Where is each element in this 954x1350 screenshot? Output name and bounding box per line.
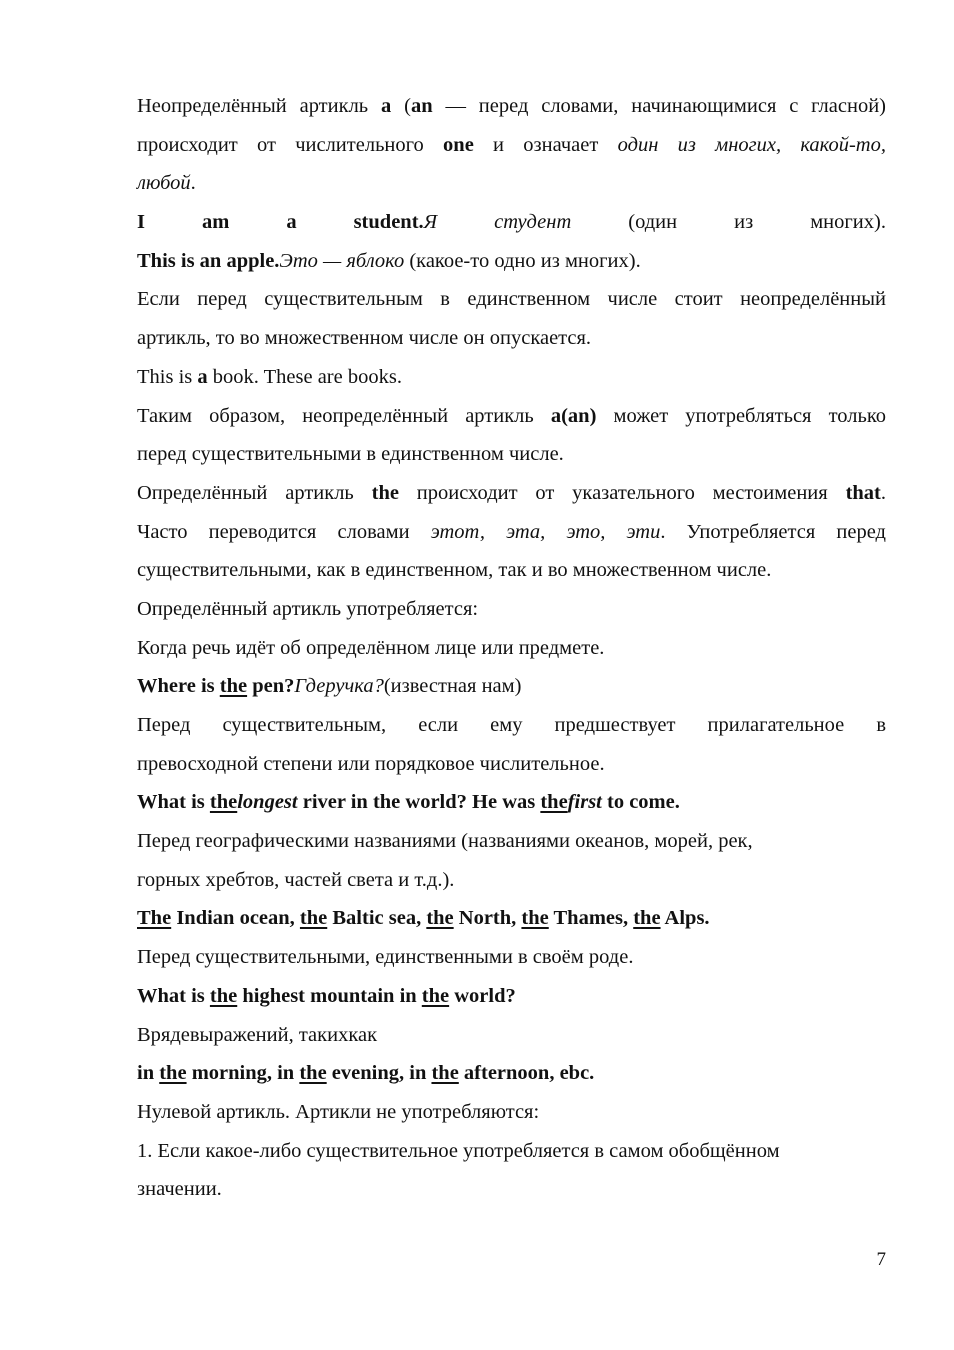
text-run: значении. [137, 1178, 222, 1201]
text-run: longest [237, 791, 298, 814]
text-run: этот, эта, это, эти [430, 520, 661, 543]
text-line [137, 667, 886, 706]
text-run: (известная нам) [383, 675, 522, 698]
text-run: Гдеручка? [294, 675, 384, 698]
page-body-text [137, 87, 886, 1209]
text-run: Я студент [423, 211, 572, 234]
text-run: Если перед существительным в единственном числе стоит неопределённый [137, 288, 886, 311]
text-line [137, 474, 886, 513]
text-run: an [410, 95, 433, 117]
text-run: book. These are books. [207, 365, 402, 388]
text-run: to come. [601, 791, 680, 814]
text-run: (один из многих). [571, 211, 886, 234]
underlined-article: the [633, 907, 661, 930]
text-run: world? [449, 984, 516, 1007]
underlined-article: The [137, 907, 172, 930]
text-line [137, 822, 886, 861]
text-run: артикль, то во множественном числе он опускается. [137, 327, 592, 350]
underlined-article: the [209, 984, 238, 1007]
text-line [137, 358, 886, 397]
text-line [137, 706, 886, 745]
text-run: one [443, 133, 474, 156]
underlined-article: the [421, 984, 450, 1007]
text-run: любой [137, 172, 191, 195]
text-run: I am a student. [137, 211, 424, 234]
text-line [137, 435, 886, 474]
text-run: и означает [473, 133, 618, 156]
page-number: 7 [876, 1249, 886, 1270]
underlined-article: the [299, 1062, 327, 1085]
text-run: morning, in [186, 1062, 300, 1085]
text-run: Нулевой артикль. Артикли не употребляются: [137, 1100, 540, 1123]
text-run: afternoon, ebc. [458, 1062, 595, 1085]
text-run: river in the world? He was [297, 791, 541, 814]
underlined-article: the [431, 1062, 459, 1085]
text-run: Определённый артикль [137, 481, 372, 504]
text-line [137, 1093, 886, 1132]
text-line [137, 899, 886, 938]
text-run: Indian ocean, [171, 907, 300, 930]
text-run: Часто переводится словами [137, 520, 431, 543]
text-run: может употребляться только [596, 404, 886, 427]
text-run: a(an) [550, 404, 597, 427]
text-line [137, 319, 886, 358]
text-run: — перед словами, начинающимися с гласной) [432, 95, 886, 117]
text-run: Перед географическими названиями (названиями океанов, морей, рек, [137, 830, 753, 853]
text-run: pen? [247, 675, 295, 698]
text-run: один из многих, какой-то, [617, 133, 886, 156]
text-run: Определённый артикль употребляется: [137, 597, 479, 620]
text-run: Baltic sea, [327, 907, 427, 930]
text-run: in [137, 1062, 160, 1085]
text-line [137, 745, 886, 784]
text-run: This is an apple. [137, 249, 280, 272]
underlined-article: the [426, 907, 454, 930]
text-run: Where is [137, 675, 220, 698]
text-run: Таким образом, неопределённый артикль [137, 404, 551, 427]
text-run: Перед существительным, если ему предшествует прилагательное в [137, 714, 886, 736]
underlined-article: the [540, 791, 568, 814]
text-run: North, [453, 907, 522, 930]
text-run: This is [137, 365, 198, 388]
text-run: происходит от указательного местоимения [398, 481, 846, 504]
text-line [137, 783, 886, 822]
text-line [137, 1054, 886, 1093]
text-run: перед существительными в единственном числе. [137, 443, 564, 466]
text-run: превосходной степени или порядковое числительное. [137, 752, 605, 775]
text-run: Врядевыражений, такихкак [137, 1023, 378, 1046]
text-line [137, 242, 886, 281]
text-run: (какое-то одно из многих). [404, 249, 641, 272]
text-line [137, 397, 886, 436]
text-run: Thames, [548, 907, 634, 930]
text-line [137, 1016, 886, 1055]
text-run: происходит от числительного [137, 133, 444, 156]
text-line [137, 551, 886, 590]
text-run: Это — яблоко [279, 249, 405, 272]
text-run: ( [391, 95, 411, 117]
text-line [137, 938, 886, 977]
text-run: . Употребляется перед [660, 520, 886, 543]
text-run: существительными, как в единственном, так и во множественном числе. [137, 559, 772, 582]
text-run: Когда речь идёт об определённом лице или предмете. [137, 636, 605, 659]
text-line [137, 629, 886, 668]
text-run: 1. Если какое-либо существительное употребляется в самом обобщённом [137, 1139, 780, 1162]
underlined-article: the [521, 907, 549, 930]
text-run: What is [137, 791, 210, 814]
text-run: first [567, 791, 602, 814]
text-line [137, 87, 886, 126]
text-run: highest mountain in [237, 984, 422, 1007]
text-line [137, 164, 886, 203]
text-run: evening, in [326, 1062, 432, 1085]
text-run: Alps. [660, 907, 710, 930]
text-run: Перед существительными, единственными в своём роде. [137, 946, 634, 969]
text-line [137, 1170, 886, 1209]
text-line [137, 1132, 886, 1171]
text-run: . [190, 172, 196, 195]
underlined-article: the [299, 907, 328, 930]
underlined-article: the [219, 675, 248, 698]
text-run: горных хребтов, частей света и т.д.). [137, 868, 455, 891]
text-line [137, 977, 886, 1016]
text-line [137, 280, 886, 319]
text-run: a [197, 365, 208, 388]
text-run: the [371, 481, 399, 504]
text-run: that [845, 481, 881, 504]
text-line [137, 126, 886, 165]
text-run: What is [137, 984, 210, 1007]
text-run: Неопределённый артикль [137, 95, 381, 117]
underlined-article: the [209, 791, 238, 814]
underlined-article: the [159, 1062, 187, 1085]
text-line [137, 590, 886, 629]
text-run: a [381, 95, 392, 117]
text-line [137, 203, 886, 242]
text-line [137, 513, 886, 552]
text-line [137, 861, 886, 900]
text-run: . [880, 481, 886, 504]
